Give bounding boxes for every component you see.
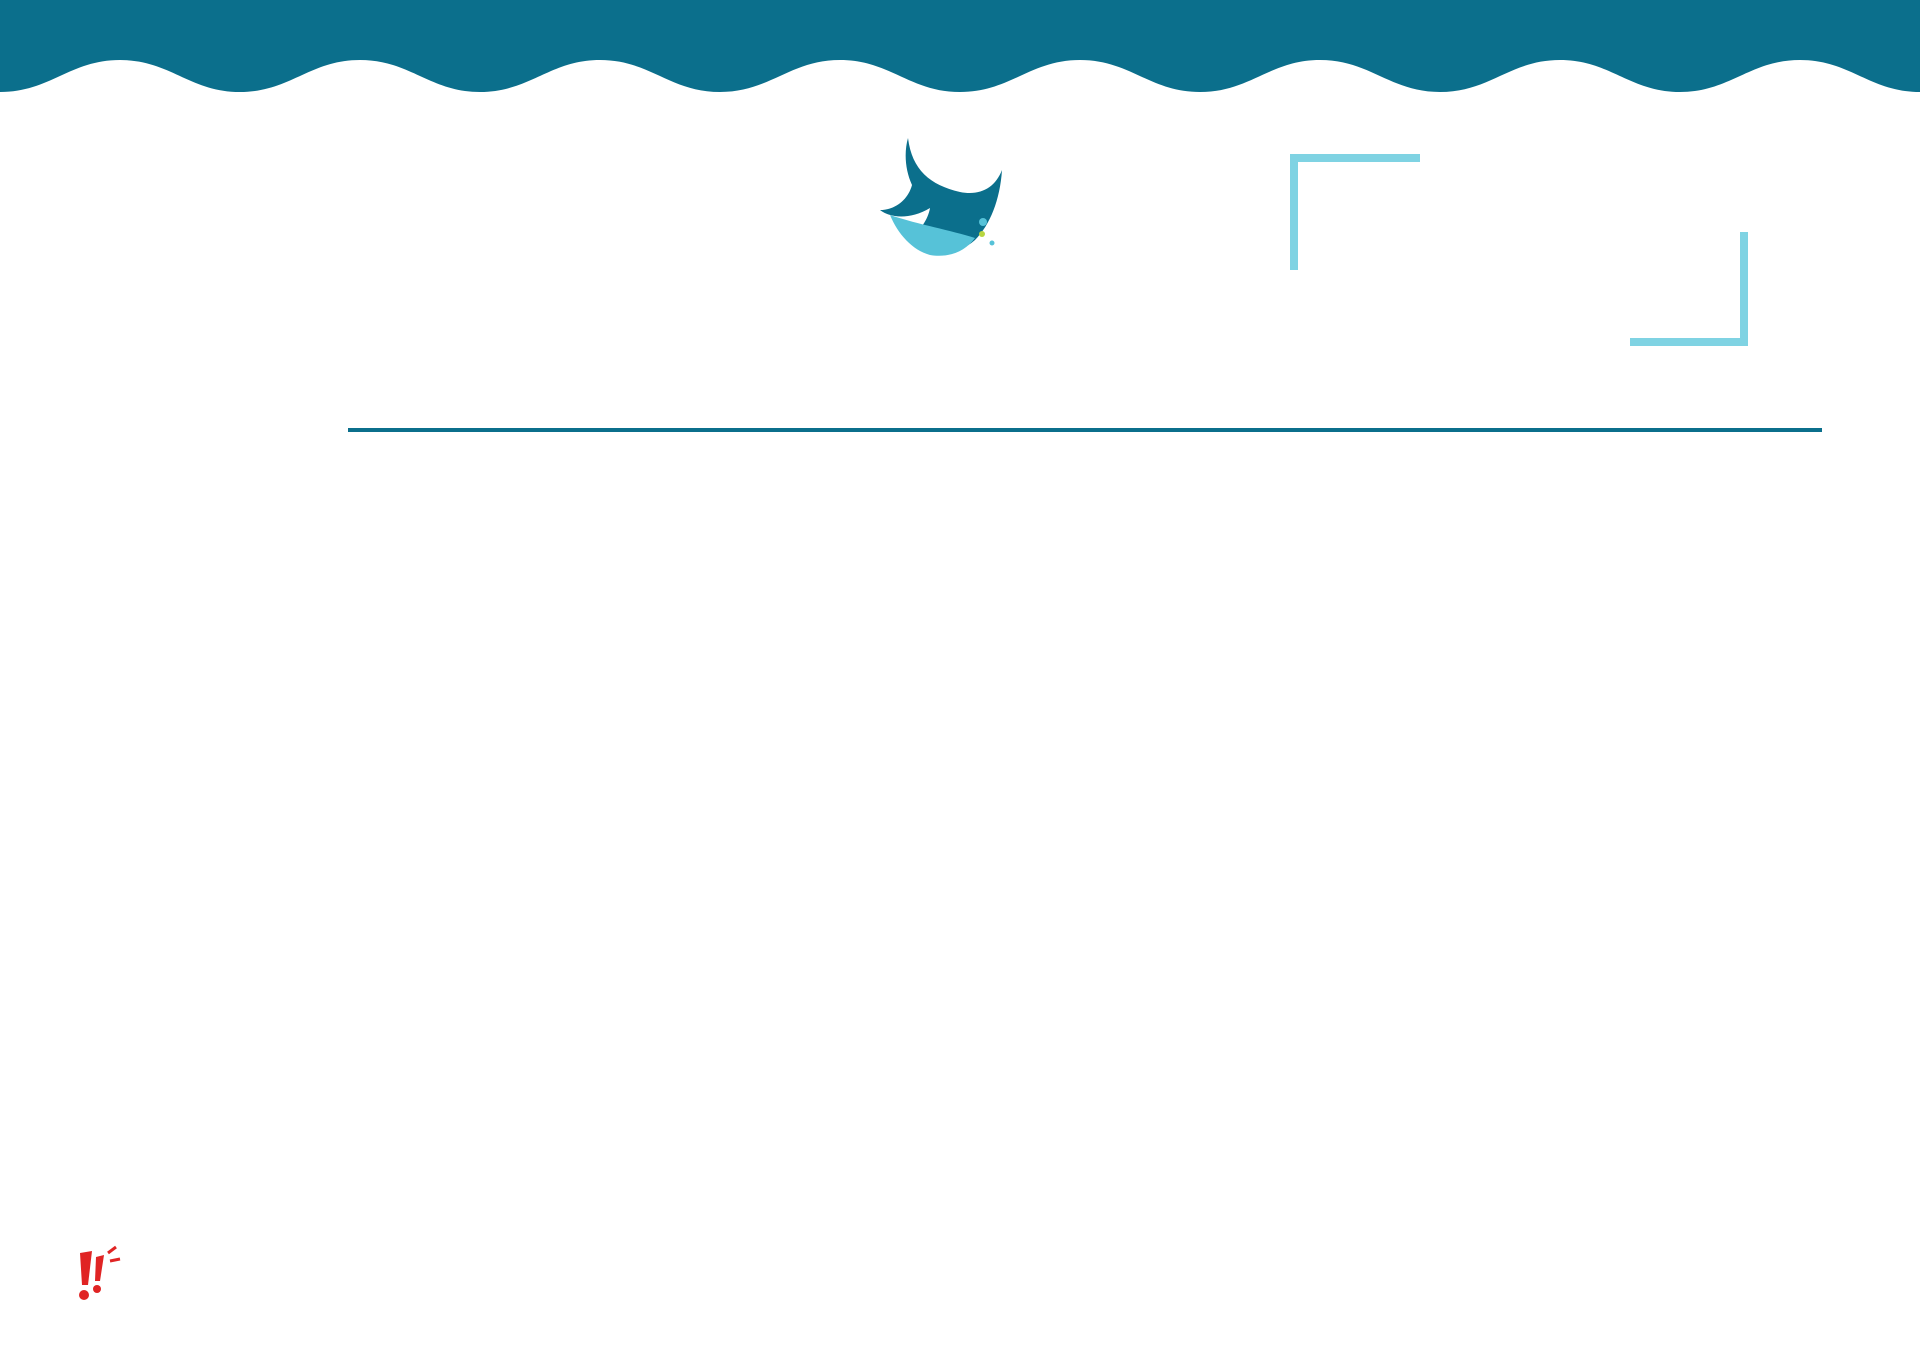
axis-line	[348, 428, 1822, 432]
exclamation-icon	[72, 1245, 128, 1305]
